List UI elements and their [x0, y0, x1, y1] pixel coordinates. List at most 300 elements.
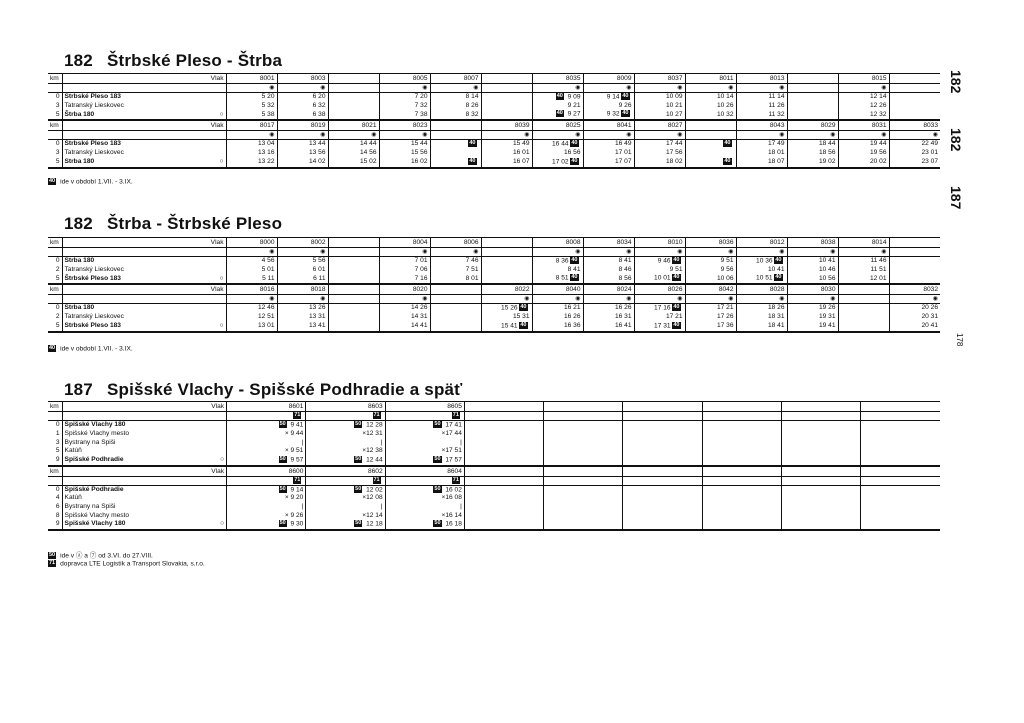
km-value: 1 — [48, 430, 62, 439]
eye-symbol-icon: ◉ — [575, 249, 581, 255]
eye-symbol-icon: ◉ — [779, 249, 785, 255]
train-number: 8605 — [385, 402, 464, 412]
departure-time — [702, 503, 781, 512]
station-row — [48, 158, 940, 168]
marker-40-icon: 40 — [673, 321, 680, 328]
eye-symbol-icon: ◉ — [830, 249, 836, 255]
timetable-187 — [48, 401, 940, 531]
departure-time: 16 36 — [532, 322, 583, 332]
marker-50-icon: 50 — [434, 520, 441, 527]
departure-time: 19 26 — [787, 304, 838, 313]
marker-40-icon: 40 — [724, 157, 731, 164]
eye-symbol-icon: ◉ — [677, 85, 683, 91]
departure-time — [781, 520, 860, 530]
departure-time: 17 21 — [685, 304, 736, 313]
departure-time: 9 26 — [583, 102, 634, 111]
departure-time — [328, 313, 379, 322]
train-number: 8028 — [736, 284, 787, 295]
km-value: 3 — [48, 102, 62, 111]
departure-time: 14 44 — [328, 140, 379, 149]
km-header: km — [48, 402, 62, 412]
departure-time — [623, 456, 702, 466]
departure-time — [889, 102, 940, 111]
km-header: km — [48, 284, 62, 295]
departure-time: 20 41 — [889, 322, 940, 332]
train-number: 8040 — [532, 284, 583, 295]
km-value: 5 — [48, 447, 62, 456]
departure-time: 16 21 — [532, 304, 583, 313]
departure-time — [544, 512, 623, 521]
departure-time: ×16 08 — [385, 494, 464, 503]
departure-time — [623, 503, 702, 512]
km-value: 0 — [48, 421, 62, 430]
departure-time: 50 12 44 — [306, 456, 385, 466]
departure-time: 10 36 40 — [736, 257, 787, 266]
departure-time: 4 56 — [226, 257, 277, 266]
train-number: 8034 — [583, 238, 634, 248]
departure-time: 50 17 57 — [385, 456, 464, 466]
train-number — [430, 120, 481, 131]
departure-time — [787, 110, 838, 120]
eye-symbol-icon: ◉ — [677, 249, 683, 255]
departure-time: 14 02 — [277, 158, 328, 168]
departure-time: 7 01 — [379, 257, 430, 266]
departure-time: 18 31 — [736, 313, 787, 322]
train-number: 8007 — [430, 74, 481, 84]
departure-time: 10 14 — [685, 93, 736, 102]
station-row — [48, 93, 940, 102]
eye-symbol-icon: ◉ — [422, 249, 428, 255]
departure-time: 15 56 — [379, 149, 430, 158]
departure-time: 8 51 40 — [532, 274, 583, 284]
marker-50-icon: 50 — [279, 421, 286, 428]
train-number: 8033 — [889, 120, 940, 131]
train-number: 8001 — [226, 74, 277, 84]
departure-time: 18 44 — [787, 140, 838, 149]
train-number: 8019 — [277, 120, 328, 131]
departure-time: 5 56 — [277, 257, 328, 266]
departure-time: 10 06 — [685, 274, 736, 284]
train-number: 8601 — [227, 402, 306, 412]
station-row — [48, 485, 940, 494]
departure-time: 17 16 40 — [634, 304, 685, 313]
departure-time — [464, 456, 543, 466]
departure-time: 50 9 41 — [227, 421, 306, 430]
eye-symbol-icon: ◉ — [779, 85, 785, 91]
station-name: Tatranský Lieskovec — [64, 101, 124, 109]
departure-time: 10 32 — [685, 110, 736, 120]
footnote-187 — [48, 552, 205, 569]
section-title-187: 187 Spišské Vlachy - Spišské Podhradie a späť — [64, 380, 463, 399]
marker-40-icon: 40 — [556, 110, 563, 117]
departure-time — [464, 494, 543, 503]
departure-time: 50 9 14 — [227, 485, 306, 494]
side-label-187: 187 — [948, 186, 964, 210]
eye-symbol-icon: ◉ — [677, 132, 683, 139]
km-value: 0 — [48, 93, 62, 102]
departure-time: 18 41 — [736, 322, 787, 332]
eye-symbol-icon: ◉ — [473, 249, 479, 255]
train-number: 8022 — [481, 284, 532, 295]
departure-time — [861, 485, 940, 494]
departure-time: 16 01 — [481, 149, 532, 158]
station-name: Spišské Podhradie — [64, 455, 124, 463]
operator-71-icon: 71 — [452, 476, 459, 483]
departure-time: 16 26 — [532, 313, 583, 322]
footnote-text: ide v období 1.VII. - 3.IX. — [60, 345, 133, 353]
departure-time — [781, 494, 860, 503]
departure-time: 18 56 — [787, 149, 838, 158]
marker-40-icon: 40 — [673, 274, 680, 281]
departure-time: 17 26 — [685, 313, 736, 322]
eye-symbol-icon: ◉ — [575, 132, 581, 139]
station-row — [48, 322, 940, 332]
marker-40-icon: 40 — [571, 140, 578, 147]
footnote-line — [48, 345, 133, 353]
departure-time: 6 11 — [277, 274, 328, 284]
station-name: Štrbské Pleso 183 — [64, 93, 121, 101]
departure-time: 13 44 — [277, 140, 328, 149]
departure-time: 12 14 — [838, 93, 889, 102]
departure-time: 8 01 — [430, 274, 481, 284]
note-40-icon: 40 — [49, 345, 56, 351]
departure-time: 50 9 57 — [227, 456, 306, 466]
eye-symbol-icon: ◉ — [575, 85, 581, 91]
train-number — [481, 238, 532, 248]
departure-time: 5 01 — [226, 266, 277, 275]
departure-time: 17 44 — [634, 140, 685, 149]
eye-symbol-icon: ◉ — [269, 249, 275, 255]
departure-time: 20 26 — [921, 304, 938, 312]
train-number: 8041 — [583, 120, 634, 131]
departure-time: 14 26 — [379, 304, 430, 313]
eye-symbol-icon: ◉ — [728, 249, 734, 255]
station-row — [48, 257, 940, 266]
train-number: 8031 — [838, 120, 889, 131]
departure-time: 20 02 — [838, 158, 889, 168]
departure-time — [861, 456, 940, 466]
departure-time — [328, 266, 379, 275]
footnote-text: ide v ⓐ a ⑦ od 3.VI. do 27.VIII. — [60, 552, 153, 560]
station-name: Tatranský Lieskovec — [64, 313, 124, 321]
departure-time — [544, 456, 623, 466]
departure-time: 18 26 — [736, 304, 787, 313]
km-value: 2 — [48, 266, 62, 275]
train-number: 8002 — [277, 238, 328, 248]
km-header: km — [48, 466, 62, 477]
departure-time: ×12 08 — [306, 494, 385, 503]
train-number — [787, 74, 838, 84]
terminus-circle-icon: ○ — [219, 321, 224, 329]
train-number — [861, 466, 940, 477]
departure-time — [702, 430, 781, 439]
km-value: 3 — [48, 149, 62, 158]
marker-40-icon: 40 — [469, 140, 476, 147]
train-number — [702, 402, 781, 412]
departure-time: 13 22 — [226, 158, 277, 168]
departure-time: 7 20 — [379, 93, 430, 102]
marker-50-icon: 50 — [434, 421, 441, 428]
departure-time: 19 56 — [838, 149, 889, 158]
departure-time: | — [227, 503, 306, 512]
train-number: 8008 — [532, 238, 583, 248]
station-row — [48, 102, 940, 111]
train-number — [328, 284, 379, 295]
departure-time: 11 26 — [736, 102, 787, 111]
station-name: Katúň — [64, 447, 82, 455]
departure-time: ×12 14 — [306, 512, 385, 521]
vlak-header: Vlak — [62, 74, 226, 84]
departure-time — [889, 93, 940, 102]
departure-time — [481, 274, 532, 284]
departure-time — [464, 503, 543, 512]
vlak-header: Vlak — [62, 284, 226, 295]
departure-time — [430, 140, 481, 149]
station-name: Štrba 180 — [64, 304, 95, 312]
station-row — [48, 512, 940, 521]
departure-time — [544, 494, 623, 503]
train-number: 8006 — [430, 238, 481, 248]
departure-time: 13 56 — [277, 149, 328, 158]
note-71-icon: 71 — [49, 560, 56, 567]
departure-time: 6 01 — [277, 266, 328, 275]
page-number: 178 — [955, 333, 964, 347]
departure-time: ×17 51 — [385, 447, 464, 456]
departure-time — [838, 304, 889, 313]
departure-time — [328, 110, 379, 120]
departure-time: 7 32 — [379, 102, 430, 111]
departure-time: 13 31 — [277, 313, 328, 322]
departure-time: 19 31 — [787, 313, 838, 322]
departure-time: 10 56 — [787, 274, 838, 284]
km-value: 3 — [48, 439, 62, 448]
departure-time: 10 46 — [787, 266, 838, 275]
departure-time: 8 32 — [430, 110, 481, 120]
departure-time: 6 32 — [277, 102, 328, 111]
departure-time: 5 11 — [226, 274, 277, 284]
station-row — [48, 494, 940, 503]
departure-time — [328, 274, 379, 284]
departure-time: 7 51 — [430, 266, 481, 275]
departure-time — [702, 520, 781, 530]
departure-time — [702, 439, 781, 448]
departure-time — [544, 439, 623, 448]
departure-time: 50 16 02 — [385, 485, 464, 494]
departure-time: 50 9 30 — [227, 520, 306, 530]
eye-symbol-icon: ◉ — [320, 132, 326, 139]
train-number: 8013 — [736, 74, 787, 84]
station-row — [48, 304, 940, 313]
departure-time: 14 41 — [379, 322, 430, 332]
departure-time: 8 41 — [532, 266, 583, 275]
station-name: Spišské Podhradie — [64, 485, 124, 493]
departure-time: 18 01 — [736, 149, 787, 158]
departure-time — [702, 421, 781, 430]
marker-50-icon: 50 — [279, 485, 286, 492]
train-number-row — [48, 120, 940, 131]
note-50-icon: 50 — [49, 552, 56, 558]
eye-symbol-icon: ◉ — [677, 296, 683, 303]
departure-time: 11 14 — [736, 93, 787, 102]
marker-40-icon: 40 — [673, 304, 680, 311]
departure-time: 7 16 — [379, 274, 430, 284]
marker-50-icon: 50 — [355, 520, 362, 527]
vlak-header: Vlak — [62, 238, 226, 248]
departure-time — [430, 313, 481, 322]
departure-time: × 9 26 — [227, 512, 306, 521]
eye-symbol-icon: ◉ — [728, 296, 734, 303]
departure-time: 18 07 — [736, 158, 787, 168]
km-value: 0 — [48, 140, 62, 149]
departure-time: 16 56 — [532, 149, 583, 158]
train-number: 8025 — [532, 120, 583, 131]
km-header: km — [48, 120, 62, 131]
departure-time: 10 27 — [634, 110, 685, 120]
eye-symbol-icon: ◉ — [422, 132, 428, 139]
train-symbol-row — [48, 84, 940, 93]
departure-time — [838, 322, 889, 332]
train-number: 8018 — [277, 284, 328, 295]
eye-symbol-icon: ◉ — [728, 85, 734, 91]
departure-time: 9 51 — [685, 257, 736, 266]
departure-time — [544, 520, 623, 530]
train-number: 8039 — [481, 120, 532, 131]
km-value: 5 — [48, 322, 62, 332]
departure-time: 17 36 — [685, 322, 736, 332]
station-name: Bystrany na Spiši — [64, 503, 116, 511]
km-value: 0 — [48, 304, 62, 313]
marker-40-icon: 40 — [724, 140, 731, 147]
departure-time: 15 49 — [481, 140, 532, 149]
departure-time: 23 01 — [921, 149, 938, 157]
departure-time — [781, 512, 860, 521]
departure-time — [889, 266, 940, 275]
eye-symbol-icon: ◉ — [830, 132, 836, 139]
km-value: 9 — [48, 520, 62, 530]
note-40-icon: 40 — [49, 178, 56, 184]
departure-time: | — [306, 503, 385, 512]
train-number: 8011 — [685, 74, 736, 84]
station-name: Tatranský Lieskovec — [64, 149, 124, 157]
departure-time: 40 9 27 — [532, 110, 583, 120]
marker-50-icon: 50 — [355, 421, 362, 428]
departure-time — [481, 93, 532, 102]
train-number: 8020 — [379, 284, 430, 295]
departure-time: 22 49 — [921, 140, 938, 148]
station-row — [48, 149, 940, 158]
operator-71-icon: 71 — [294, 476, 301, 483]
train-number: 8043 — [736, 120, 787, 131]
departure-time — [889, 274, 940, 284]
operator-71-icon: 71 — [294, 412, 301, 418]
departure-time — [464, 485, 543, 494]
footnote-line — [48, 560, 205, 568]
station-name: Katúň — [64, 494, 82, 502]
vlak-header: Vlak — [62, 120, 226, 131]
train-number: 8000 — [226, 238, 277, 248]
train-number — [838, 284, 889, 295]
side-label-182-a: 182 — [948, 70, 964, 94]
train-number: 8600 — [227, 466, 306, 477]
train-number — [481, 74, 532, 84]
departure-time: 13 16 — [226, 149, 277, 158]
departure-time — [623, 430, 702, 439]
departure-time: 14 56 — [328, 149, 379, 158]
departure-time: 5 20 — [226, 93, 277, 102]
departure-time: 10 51 40 — [736, 274, 787, 284]
km-value: 0 — [48, 485, 62, 494]
train-number — [328, 74, 379, 84]
eye-symbol-icon: ◉ — [779, 296, 785, 303]
km-value: 2 — [48, 313, 62, 322]
departure-time: 17 07 — [583, 158, 634, 168]
departure-time — [464, 421, 543, 430]
eye-symbol-icon: ◉ — [269, 85, 275, 91]
footnote-182-a — [48, 178, 133, 186]
train-number: 8010 — [634, 238, 685, 248]
departure-time: 10 01 40 — [634, 274, 685, 284]
departure-time — [464, 430, 543, 439]
eye-symbol-icon: ◉ — [779, 132, 785, 139]
departure-time — [430, 322, 481, 332]
km-value: 5 — [48, 158, 62, 168]
section-title-182-a: 182 Štrbské Pleso - Štrba — [64, 51, 283, 70]
footnote-182-b — [48, 345, 133, 353]
departure-time — [781, 503, 860, 512]
operator-71-icon: 71 — [373, 412, 380, 418]
eye-symbol-icon: ◉ — [626, 132, 632, 139]
station-row — [48, 447, 940, 456]
train-number: 8036 — [685, 238, 736, 248]
departure-time — [464, 447, 543, 456]
departure-time: 18 02 — [634, 158, 685, 168]
departure-time: 50 12 02 — [306, 485, 385, 494]
eye-symbol-icon: ◉ — [932, 132, 938, 139]
departure-time: 16 26 — [583, 304, 634, 313]
eye-symbol-icon: ◉ — [320, 296, 326, 303]
train-number: 8014 — [838, 238, 889, 248]
train-number: 8017 — [226, 120, 277, 131]
departure-time — [787, 102, 838, 111]
marker-50-icon: 50 — [279, 455, 286, 462]
departure-time: 50 12 28 — [306, 421, 385, 430]
station-row — [48, 266, 940, 275]
departure-time — [544, 485, 623, 494]
departure-time — [430, 304, 481, 313]
station-name: Štrba 180 — [64, 157, 95, 165]
km-value: 5 — [48, 110, 62, 120]
departure-time — [544, 430, 623, 439]
marker-40-icon: 40 — [469, 157, 476, 164]
eye-symbol-icon: ◉ — [626, 296, 632, 303]
departure-time: 17 49 — [736, 140, 787, 149]
departure-time — [861, 439, 940, 448]
departure-time — [464, 439, 543, 448]
train-number — [685, 120, 736, 131]
departure-time — [544, 503, 623, 512]
departure-time — [889, 110, 940, 120]
km-header: km — [48, 238, 62, 248]
departure-time — [481, 257, 532, 266]
train-number: 8016 — [226, 284, 277, 295]
departure-time — [328, 257, 379, 266]
departure-time: 6 38 — [277, 110, 328, 120]
km-value: 4 — [48, 494, 62, 503]
footnote-line — [48, 178, 133, 186]
station-name: Štrbské Pleso 183 — [64, 140, 121, 148]
departure-time: 50 16 18 — [385, 520, 464, 530]
departure-time: 16 49 — [583, 140, 634, 149]
